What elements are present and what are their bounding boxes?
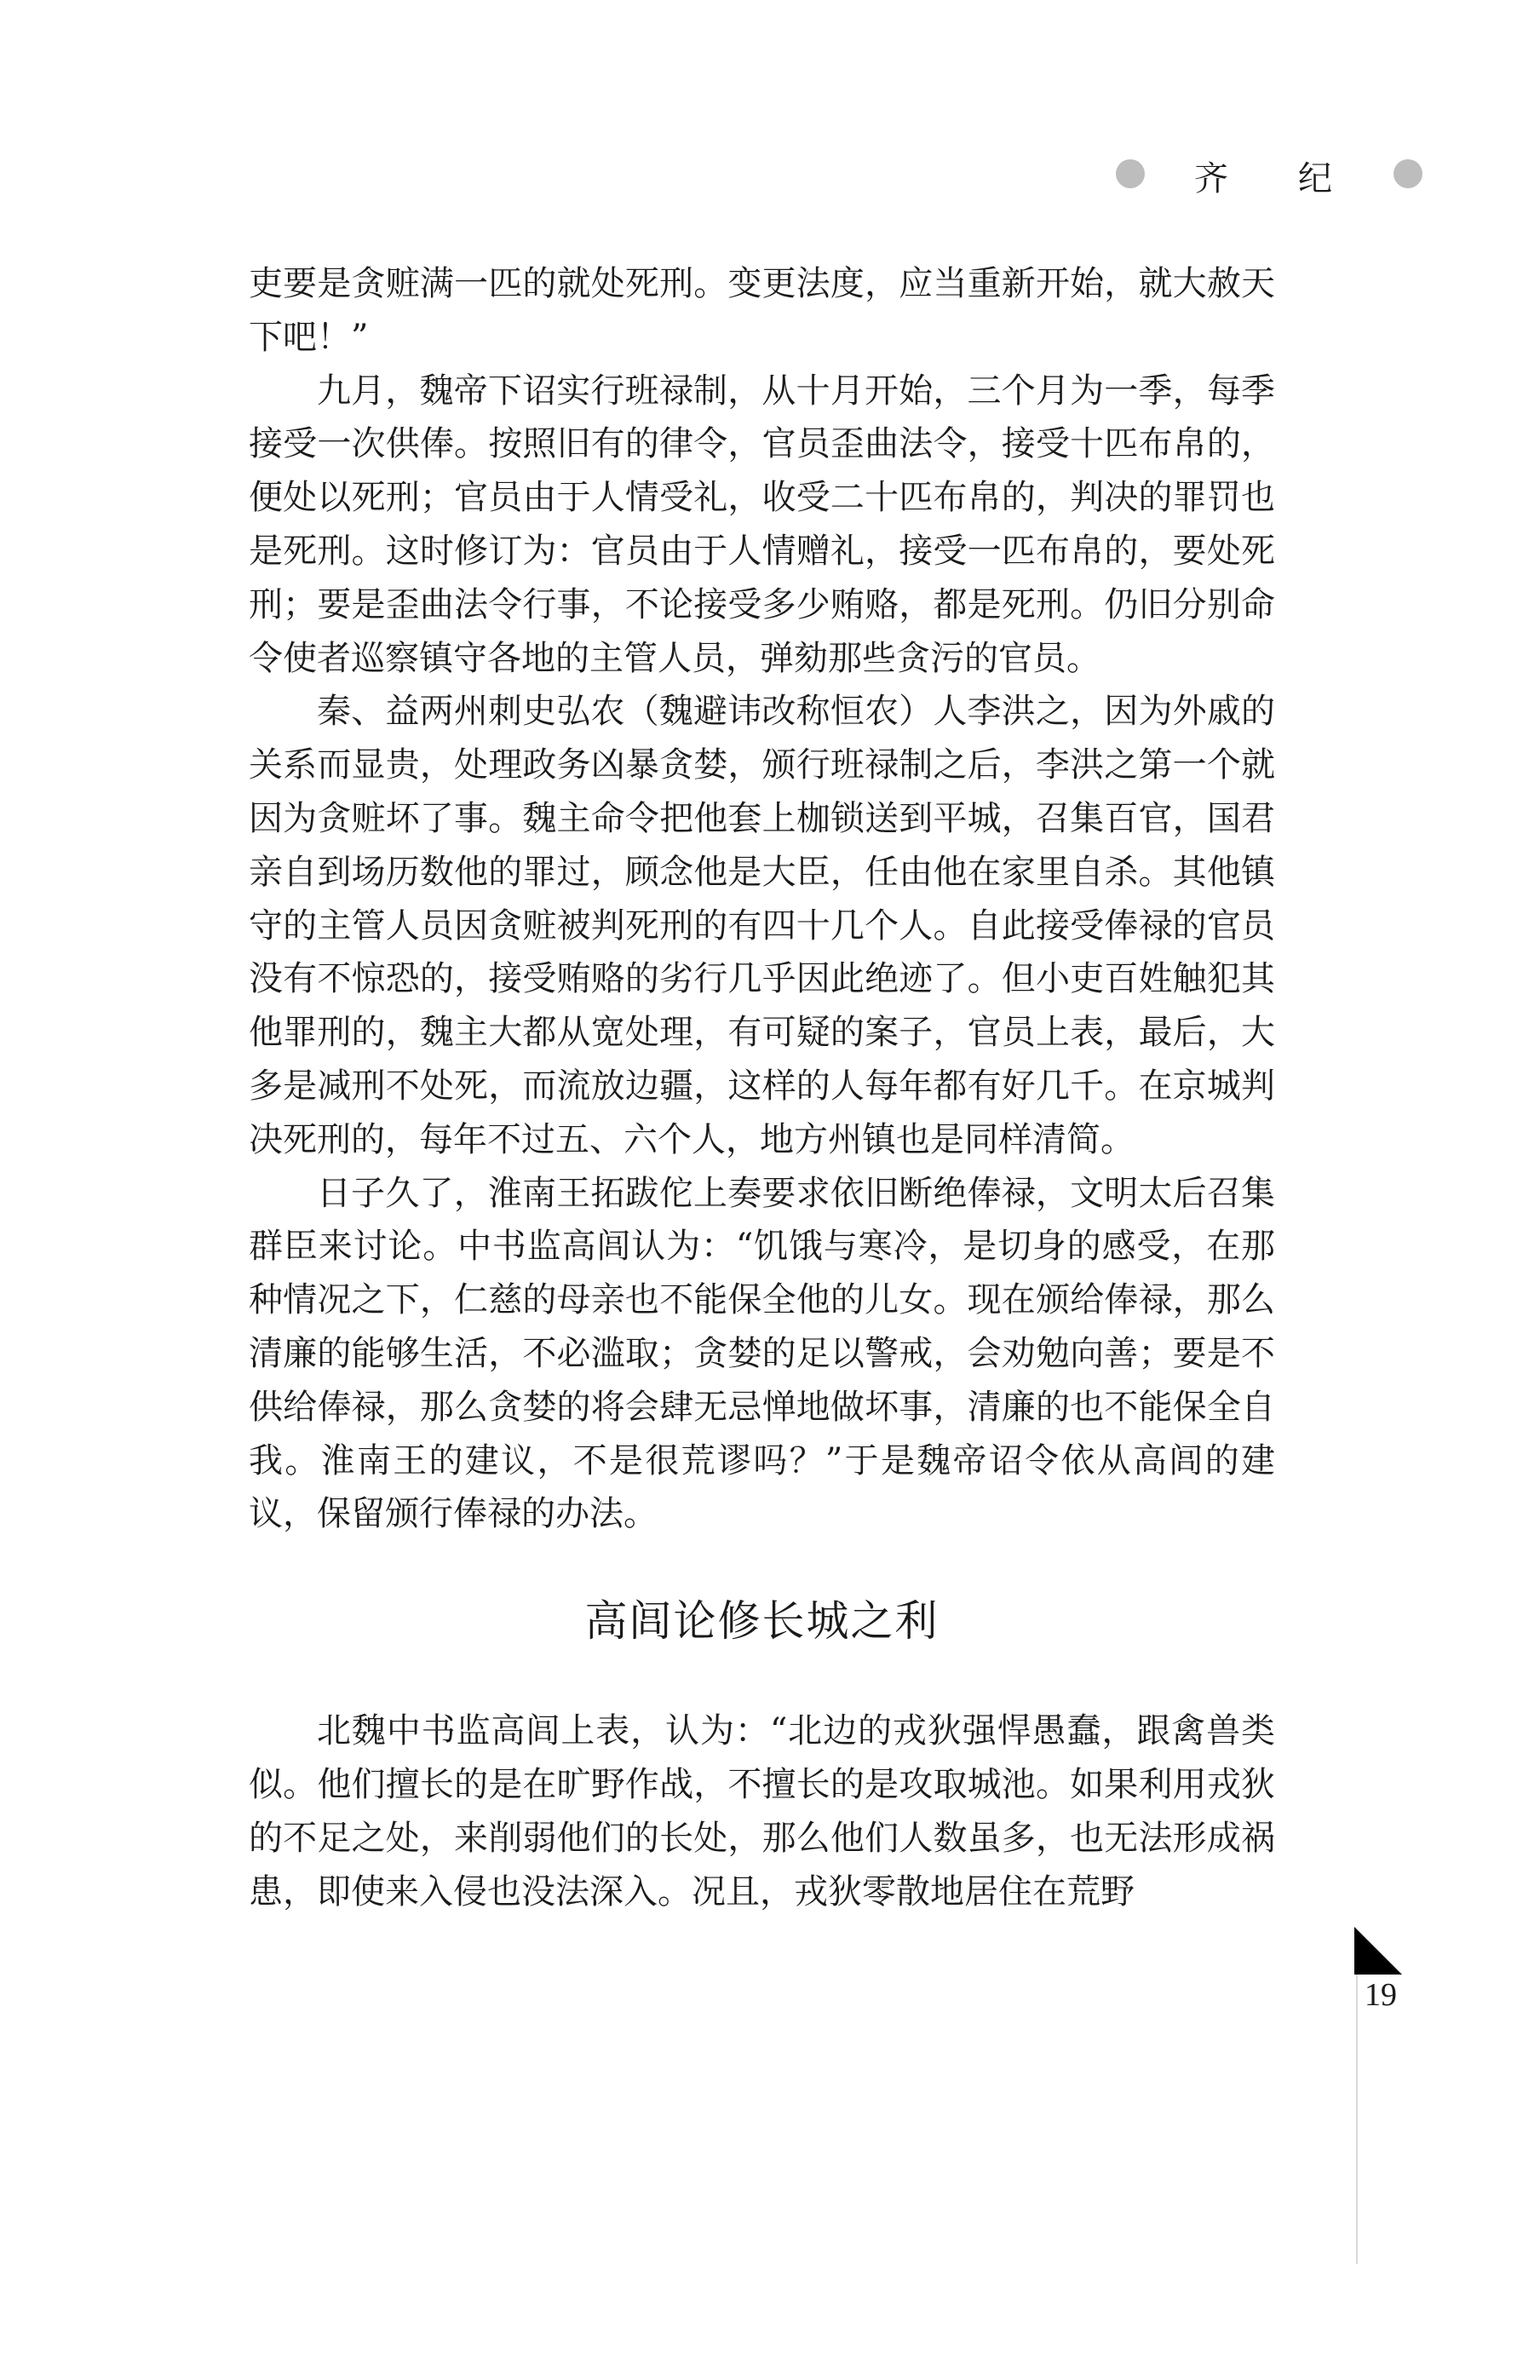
paragraph-3: 秦、益两州刺史弘农（魏避讳改称恒农）人李洪之，因为外戚的关系而显贵，处理政务凶暴贪婪，颁行班禄制之后，李洪之第一个就因为贪赃坏了事。魏主命令把他套上枷锁送到平城，召集百官，国君亲自到场历数他的罪过，顾念他是大臣，任由他在家里自杀。其他镇守的主管人员因贪赃被判死刑的有四十几个人。自此接受俸禄的官员没有不惊恐的，接受贿赂的劣行几乎因此绝迹了。但小吏百姓触犯其他罪刑的，魏主大都从宽处理，有可疑的案子，官员上表，最后，大多是减刑不处死，而流放边疆，这样的人每年都有好几千。在京城判决死刑的，每年不过五、六个人，地方州镇也是同样清简。 — [249, 692, 1275, 1159]
section-paragraph-1: 北魏中书监高闾上表，认为：“北边的戎狄强悍愚蠢，跟禽兽类似。他们擅长的是在旷野作战，不擅长的是攻取城池。如果利用戎狄的不足之处，来削弱他们的长处，那么他们人数虽多，也无法形成祸患，即使来入侵也没法深入。况且，戎狄零散地居住在荒野 — [249, 1711, 1275, 1911]
header-char-1: 齐 — [1194, 159, 1228, 198]
paragraph-2: 九月，魏帝下诏实行班禄制，从十月开始，三个月为一季，每季接受一次供俸。按照旧有的律令，官员歪曲法令，接受十匹布帛的，便处以死刑；官员由于人情受礼，收受二十匹布帛的，判决的罪罚也是死刑。这时修订为：官员由于人情赠礼，接受一匹布帛的，要处死刑；要是歪曲法令行事，不论接受多少贿赂，都是死刑。仍旧分别命令使者巡察镇守各地的主管人员，弹劾那些贪污的官员。 — [249, 371, 1275, 678]
paragraph-1: 吏要是贪赃满一匹的就处死刑。变更法度，应当重新开始，就大赦天下吧！” — [249, 264, 1275, 357]
page-corner-triangle-icon — [1354, 1927, 1402, 1975]
margin-divider-line — [1356, 1975, 1358, 2264]
header-char-2: 纪 — [1298, 159, 1332, 198]
page-body — [249, 257, 1275, 1918]
section-title: 高闾论修长城之利 — [584, 1596, 940, 1647]
header-dot-left-icon — [1116, 159, 1145, 188]
page-number: 19 — [1365, 1977, 1397, 2013]
running-header — [1107, 147, 1431, 201]
header-dot-right-icon — [1393, 159, 1422, 188]
paragraph-4: 日子久了，淮南王拓跋佗上奏要求依旧断绝俸禄，文明太后召集群臣来讨论。中书监高闾认为：“饥饿与寒冷，是切身的感受，在那种情况之下，仁慈的母亲也不能保全他的儿女。现在颁给俸禄，那么清廉的能够生活，不必滥取；贪婪的足以警戒，会劝勉向善；要是不供给俸禄，那么贪婪的将会肆无忌惮地做坏事，清廉的也不能保全自我。淮南王的建议，不是很荒谬吗？”于是魏帝诏令依从高闾的建议，保留颁行俸禄的办法。 — [249, 1173, 1275, 1534]
